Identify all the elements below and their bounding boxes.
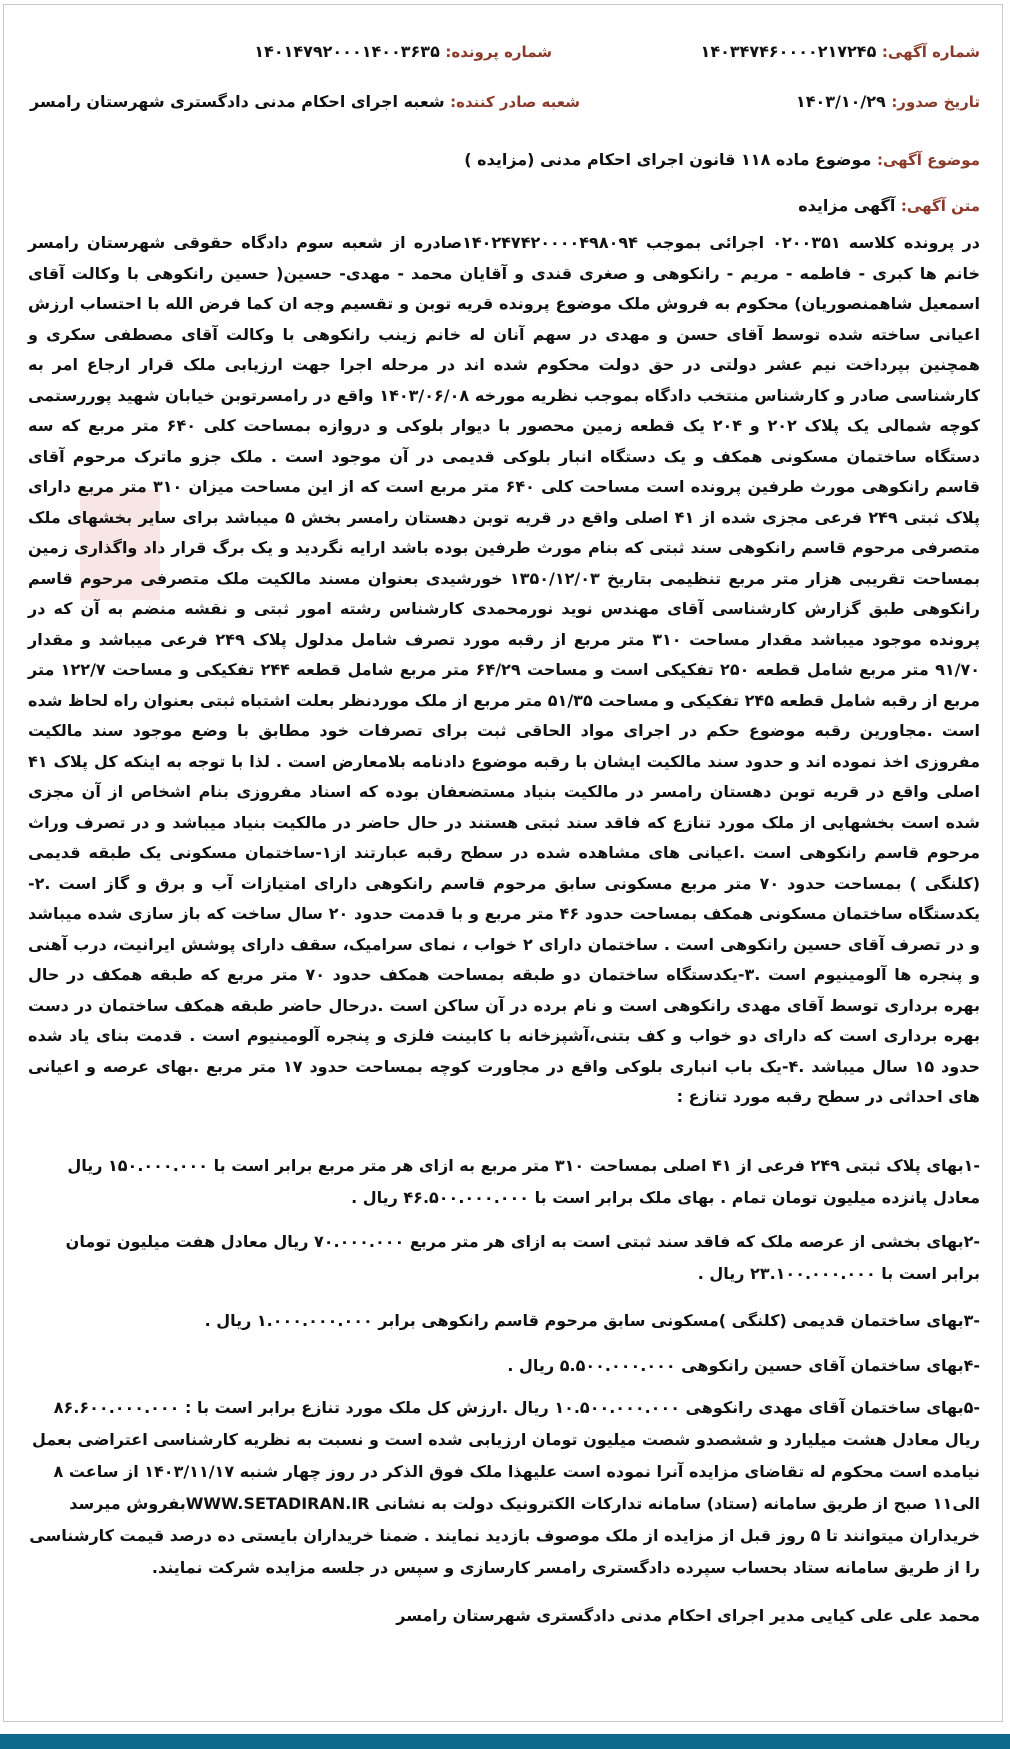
issuing-branch-row <box>30 92 580 111</box>
bottom-bar <box>0 1734 1010 1749</box>
item-1: -۱بهای پلاک ثبتی ۲۴۹ فرعی از ۴۱ اصلی بمساحت ۳۱۰ متر مربع به ازای هر متر مربع برابر است با ۱۵۰.۰۰۰.۰۰۰ ریال معادل پانزده میلیون تومان تمام . بهای ملک برابر است با ۴۶.۵۰۰.۰۰۰.۰۰۰ ریال . <box>67 1156 980 1207</box>
issuing-branch-label: شعبه صادر کننده: <box>450 93 580 111</box>
ad-number-row <box>701 42 980 61</box>
issue-date-row <box>796 92 980 111</box>
text-title: آگهی مزایده <box>798 196 896 215</box>
item-2: -۲بهای بخشی از عرصه ملک که فاقد سند ثبتی است به ازای هر متر مربع ۷۰.۰۰۰.۰۰۰ ریال معادل هفت میلیون تومان برابر است با ۲۳.۱۰۰.۰۰۰.۰۰۰ ریال . <box>65 1232 980 1283</box>
issue-date-value: ۱۴۰۳/۱۰/۲۹ <box>795 92 886 111</box>
text-label: متن آگهی: <box>900 197 980 215</box>
ad-number-value: ۱۴۰۳۴۷۴۶۰۰۰۰۲۱۷۲۴۵ <box>700 42 877 61</box>
signature: محمد علی علی کیایی مدیر اجرای احکام مدنی دادگستری شهرستان رامسر <box>396 1606 980 1625</box>
issuing-branch-value: شعبه اجرای احکام مدنی دادگستری شهرستان رامسر <box>29 92 445 111</box>
case-number-row <box>254 42 552 61</box>
ad-number-label: شماره آگهی: <box>881 43 980 61</box>
item-5: -۵بهای ساختمان آقای مهدی رانکوهی ۱۰.۵۰۰.۰۰۰.۰۰۰ ریال .ارزش کل ملک مورد تنازع برابر است با : ۸۶.۶۰۰.۰۰۰.۰۰۰ ریال معادل هشت میلیارد و ششصدو شصت میلیون تومان ارزیابی شده است و نسبت به نظریه کارشناسی اعتراضی بعمل نیامده است محکوم له تقاضای مزایده آنرا نموده است علیهذا ملک فوق الذکر در روز چهار شنبه ۱۴۰۳/۱۱/۱۷ از ساعت ۸ الی۱۱ صبح از طریق سامانه (ستاد) سامانه تدارکات الکترونیک دولت به نشانی WWW.SETADIRAN.IRبفروش میرسد خریداران میتوانند تا ۵ روز قبل از مزایده از ملک موصوف بازدید نمایند . ضمنا خریداران بایستی ده درصد قیمت کارشناسی را از طریق سامانه ستاد بحساب سپرده دادگستری رامسر کارسازی و سپس در جلسه مزایده شرکت نمایند. <box>29 1398 980 1577</box>
item-3: -۳بهای ساختمان قدیمی (کلنگی )مسکونی سابق مرحوم قاسم رانکوهی برابر ۱.۰۰۰.۰۰۰.۰۰۰ ریال . <box>204 1311 980 1330</box>
item-4: -۴بهای ساختمان آقای حسین رانکوهی ۵.۵۰۰.۰۰۰.۰۰۰ ریال . <box>507 1356 980 1375</box>
subject-label: موضوع آگهی: <box>876 151 980 169</box>
case-number-value: ۱۴۰۱۴۷۹۲۰۰۰۱۴۰۰۳۶۳۵ <box>254 42 440 61</box>
case-number-label: شماره پرونده: <box>445 43 552 61</box>
issue-date-label: تاریخ صدور: <box>891 93 980 111</box>
main-paragraph: در پرونده کلاسه ۰۲۰۰۳۵۱ اجرائی بموجب ۱۴۰۲۴۷۴۲۰۰۰۰۴۹۸۰۹۴صادره از شعبه سوم دادگاه حقوقی شهرستان رامسر خانم ها کبری - فاطمه - مریم - رانکوهی و صغری قندی و آقایان محمد - مهدی- حسین( حسین رانکوهی با وکالت آقای اسمعیل شاهمنصوریان) محکوم به فروش ملک موضوع پرونده قریه توبن و تقسیم وجه ان کما فرض الله با احتساب ارزش اعیانی ساخته شده توسط آقای حسن و مهدی در سهم آنان له خانم زینب رانکوهی با وکالت آقای مصطفی سکری و همچنین بپرداخت نیم عشر دولتی در حق دولت محکوم شده اند در مرحله اجرا جهت ارزیابی ملک قرار ارجاع امر به کارشناسی صادر و کارشناس منتخب دادگاه بموجب نظریه مورخه ۱۴۰۳/۰۶/۰۸ واقع در رامسرتوبن خیابان شهید پوررستمی کوچه شمالی یک پلاک ۲۰۲ و ۲۰۴ یک قطعه زمین محصور با دیوار بلوکی و دروازه بمساحت کلی ۶۴۰ متر مربع که سه دستگاه ساختمان مسکونی همکف و یک دستگاه انبار بلوکی قدیمی در آن موجود است . ملک جزو ماترک مرحوم آقای قاسم رانکوهی مورث طرفین پرونده است مساحت کلی ۶۴۰ متر مربع است که از این مساحت میزان ۳۱۰ متر مربع دارای پلاک ثبتی ۲۴۹ فرعی مجزی شده از ۴۱ اصلی واقع در قریه توبن دهستان رامسر بخش ۵ میباشد برای سایر بخشهای ملک متصرفی مرحوم قاسم رانکوهی سند ثبتی که بنام مورث طرفین بوده باشد ارایه نگردید و یک برگ قرار داد واگذاری زمین بمساحت تقریبی هزار متر مربع تنظیمی بتاریخ ۱۳۵۰/۱۲/۰۳ خورشیدی بعنوان مسند مالکیت ملک متصرفی مرحوم قاسم رانکوهی طبق گزارش کارشناسی آقای مهندس نوید نورمحمدی کارشناس رشته امور ثبتی و نقشه منضم به آن که در پرونده موجود میباشد مقدار مساحت ۳۱۰ متر مربع از رقبه مورد تصرف شامل مدلول پلاک ۲۴۹ فرعی میباشد و مقدار ۹۱/۷۰ متر مربع شامل قطعه ۲۵۰ تفکیکی است و مساحت ۶۴/۲۹ متر مربع شامل قطعه ۲۴۴ تفکیکی و مساحت ۱۲۲/۷ متر مربع از رقبه شامل قطعه ۲۴۵ تفکیکی و مساحت ۵۱/۳۵ متر مربع از ملک موردنظر بعلت اشتباه ثبتی بعنوان راه لحاظ شده است .مجاورین رقبه موضوع حکم در اجرای مواد الحاقی ثبت برای تصرفات خود مطابق با وضع موجود سند مالکیت مفروزی اخذ نموده اند و حدود سند مالکیت ایشان با رقبه موضوع دادنامه بلامعارض است . لذا با توجه به اینکه کل پلاک ۴۱ اصلی واقع در قریه توبن دهستان رامسر در مالکیت بنیاد مستضعفان بوده که اسناد مفروزی بنام اشخاص از آن مجزی شده است بخشهایی از ملک مورد تنازع که فاقد سند ثبتی هستند در حال حاضر در مالکیت بنیاد میباشد و در تصرف وراث مرحوم قاسم رانکوهی است .اعیانی های مشاهده شده در سطح رقبه عبارتند از۱-ساختمان مسکونی یک طبقه قدیمی (کلنگی ) بمساحت حدود ۷۰ متر مربع مسکونی سابق مرحوم قاسم رانکوهی دارای امتیازات آب و برق و گاز است .۲-یکدستگاه ساختمان مسکونی همکف بمساحت حدود ۴۶ متر مربع و با قدمت حدود ۲۰ سال ساخت که باز سازی شده میباشد و در تصرف آقای حسین رانکوهی است . ساختمان دارای ۲ خواب ، نمای سرامیک، سقف دارای پوشش ایرانیت، درب آهنی و پنجره ها آلومینیوم است .۳-یکدستگاه ساختمان دو طبقه بمساحت همکف حدود ۷۰ متر مربع که طبقه همکف در حال بهره برداری توسط آقای مهدی رانکوهی است و نام برده در آن ساکن است .درحال حاضر طبقه همکف ساختمان در دست بهره برداری است که دارای دو خواب و کف بتنی،آشپزخانه با کابینت فلزی و پنجره آلومینیوم است . قدمت بنای یاد شده حدود ۱۵ سال میباشد .۴-یک باب انباری بلوکی واقع در مجاورت کوچه بمساحت حدود ۱۷ متر مربع .بهای عرصه و اعیانی های احداثی در سطح رقبه مورد تنازع : <box>28 233 981 1106</box>
subject-row <box>464 150 980 169</box>
subject-value: موضوع ماده ۱۱۸ قانون اجرای احکام مدنی (مزایده ) <box>464 150 872 169</box>
text-title-row <box>798 196 980 215</box>
